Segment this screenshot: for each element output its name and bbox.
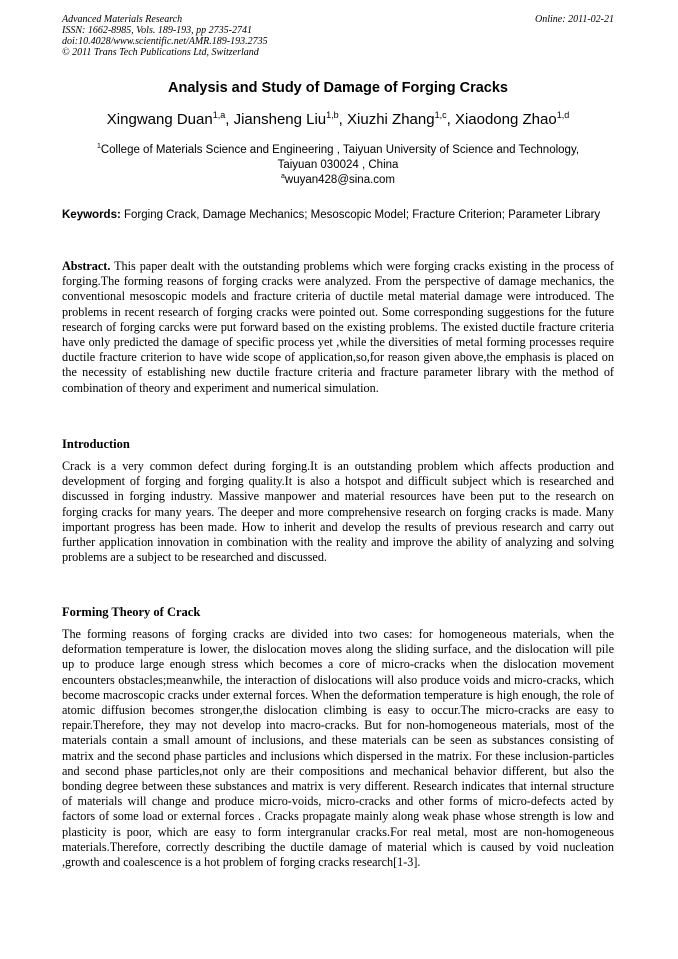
section-heading-introduction: Introduction [62,437,130,451]
doi-line: doi:10.4028/www.scientific.net/AMR.189-193.2735 [62,36,268,47]
email-mark: a [280,173,285,180]
journal-header [62,14,614,58]
author-name: Xiuzhi Zhang [347,111,435,128]
issn-line: ISSN: 1662-8985, Vols. 189-193, pp 2735-2741 [62,25,252,36]
keywords-text: Forging Crack, Damage Mechanics; Mesoscopic Model; Fracture Criterion; Parameter Library [124,209,601,221]
author-affil-mark: 1,d [556,110,570,120]
author-email [62,173,614,186]
abstract-label: Abstract. [62,259,111,273]
abstract [62,259,614,396]
journal-name: Advanced Materials Research [62,14,183,25]
author-affil-mark: 1,c [434,110,447,120]
email-address: wuyan428@sina.com [284,173,396,186]
section-body-introduction: Crack is a very common defect during forging.It is an outstanding problem which affects production and development of forging and forging quality.It is also a hotspot and difficult subject which is researched and discussed in forging industry. Massive manpower and material resources have been put to the research on forging cracks for many years. The deeper and more comprehensive research on forging cracks is made. Many important progress has been made. How to inherit and develop the results of previous research and carry out further application innovation in combination with the reality and improve the ability of analyzing and solving problems are a subject to be researched and discussed. [62,459,614,565]
online-date: Online: 2011-02-21 [535,14,614,25]
affiliation-line-2: Taiyuan 030024 , China [277,158,399,171]
author-list: Xingwang Duan$^{1,a}$, Jiansheng Liu$^{1,b}$, Xiuzhi Zhang$^{1,c}$, Xiaodong Zhao$^{1,d}$ [106,110,570,128]
affiliation [62,139,614,173]
affiliation-line-1: College of Materials Science and Engineering , Taiyuan University of Science and Technology, [100,143,580,156]
abstract-text: This paper dealt with the outstanding problems which were forging cracks existing in the process of forging.The forming reasons of forging cracks were analyzed. From the perspective of damage mechanics, the conventional mesoscopic models and fracture criteria of ductile metal material damage were introduced. The problems in recent research of forging cracks were pointed out. Some corresponding suggestions for the future research of forging carcks were put forward based on the existing problems. The existed ductile fracture criteria have only predicted the damage of specific process yet ,while the diversities of metal forming processes require ductile fracture criterion to have wide scope of application,so,for reason given above,the emphasis is placed on the necessity of establishing new ductile fracture criteria and fracture parameter library with the method of combination of theory and experiment and numerical simulation. [62,259,614,395]
section-body-forming-theory: The forming reasons of forging cracks are divided into two cases: for homogeneous materials, when the deformation temperature is lower, the dislocation moves along the sliding surface, and the dislocation will pile up to produce large enough stress which becomes a core of micro-cracks when the dislocation movement encounters obstacles;meanwhile, the interaction of dislocations will also produce voids and micro-cracks, which become macroscopic cracks under external forces. When the deformation temperature is high enough, the role of atomic diffusion becomes stronger,the dislocation climbing is easy to occur.The micro-cracks are easy to repair.Therefore, they may not develop into macro-cracks. But for non-homogeneous materials, most of the materials contain a small amount of inclusions, and these materials can be seen as substances consisting of matrix and the second phase particles and inclusions which dispersed in the matrix. For these inclusion-particles and second phase particles,not only are their compositions and mechanical behavior different, but also the bonding degree between these substances and matrix is very different. Research indicates that internal structure of materials will change and produce micro-voids, micro-cracks and other forms of micro-defects acted by factors of some load or external forces . Cracks propagate mainly along weak phase whose strength is low and plasticity is poor, which are easy to form intergranular cracks.For real metal, most are non-homogeneous materials.Therefore, correctly describing the ductile damage of material which is caused by void nucleation ,growth and coalescence is a hot problem of forging cracks research[1-3]. [62,627,614,870]
copyright-line: © 2011 Trans Tech Publications Ltd, Switzerland [62,47,259,58]
author-name: Jiansheng Liu [233,111,327,128]
keywords-label: Keywords: [62,209,121,221]
author-affil-mark: 1,b [326,110,339,120]
paper-title: Analysis and Study of Damage of Forging Cracks [167,80,508,96]
keywords [62,208,614,223]
author-name: Xingwang Duan [106,111,213,128]
affiliation-mark: 1 [96,143,101,150]
section-heading-forming-theory: Forming Theory of Crack [62,605,201,619]
author-name: Xiaodong Zhao [454,111,557,128]
author-affil-mark: 1,a [212,110,226,120]
